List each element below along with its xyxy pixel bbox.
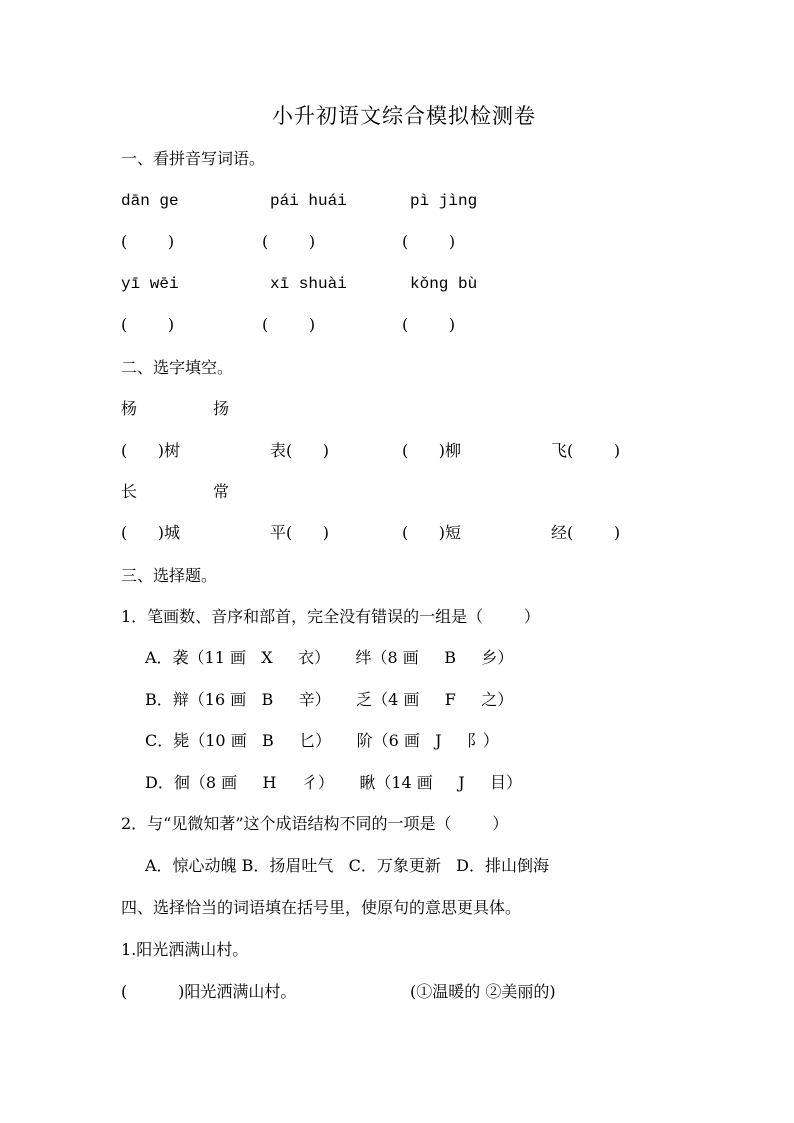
- fill-item: 经( ): [551, 523, 621, 542]
- fill-item: 表( ): [270, 441, 330, 460]
- pinyin-6: kǒng bù: [410, 275, 478, 293]
- option-c: C．毙（10 画 B 匕） 阶（6 画 J 阝）: [145, 731, 499, 750]
- question-2: 2．与“见微知著”这个成语结构不同的一项是（ ）: [121, 814, 509, 833]
- fill-item: ( )柳: [402, 441, 462, 460]
- section-4-blank: ( )阳光洒满山村。: [121, 982, 297, 1001]
- answer-blank: ( ): [402, 315, 456, 334]
- char-option: 长: [121, 482, 138, 501]
- answer-blank: ( ): [262, 232, 316, 251]
- section-4-question-1: 1.阳光洒满山村。: [121, 940, 249, 959]
- char-option: 杨: [121, 399, 138, 418]
- answer-blank: ( ): [402, 232, 456, 251]
- question-2-options: A．惊心动魄 B．扬眉吐气 C．万象更新 D．排山倒海: [145, 856, 549, 875]
- fill-item: ( )树: [121, 441, 181, 460]
- fill-item: ( )城: [121, 523, 181, 542]
- option-d: D．徊（8 画 H 彳） 瞅（14 画 J 目）: [145, 773, 523, 792]
- section-4-choices: (①温暖的 ②美丽的): [410, 982, 556, 1001]
- pinyin-4: yī wēi: [121, 275, 179, 293]
- fill-item: ( )短: [402, 523, 462, 542]
- answer-blank: ( ): [121, 232, 175, 251]
- section-3-heading: 三、选择题。: [121, 566, 218, 585]
- section-4-heading: 四、选择恰当的词语填在括号里，使原句的意思更具体。: [121, 898, 522, 917]
- char-option: 扬: [213, 399, 230, 418]
- pinyin-2: pái huái: [270, 192, 347, 210]
- question-1: 1．笔画数、音序和部首，完全没有错误的一组是（ ）: [121, 607, 540, 626]
- page-title: 小升初语文综合模拟检测卷: [272, 104, 536, 128]
- option-b: B．辩（16 画 B 辛） 乏（4 画 F 之）: [145, 690, 514, 709]
- section-1-heading: 一、看拼音写词语。: [121, 149, 266, 168]
- section-2-heading: 二、选字填空。: [121, 358, 234, 377]
- answer-blank: ( ): [262, 315, 316, 334]
- answer-blank: ( ): [121, 315, 175, 334]
- fill-item: 飞( ): [551, 441, 621, 460]
- pinyin-3: pì jìng: [410, 192, 478, 210]
- pinyin-5: xī shuài: [270, 275, 347, 293]
- option-a: A．袭（11 画 X 衣） 绊（8 画 B 乡）: [145, 648, 514, 667]
- fill-item: 平( ): [270, 523, 330, 542]
- pinyin-1: dān ge: [121, 192, 179, 210]
- char-option: 常: [213, 482, 230, 501]
